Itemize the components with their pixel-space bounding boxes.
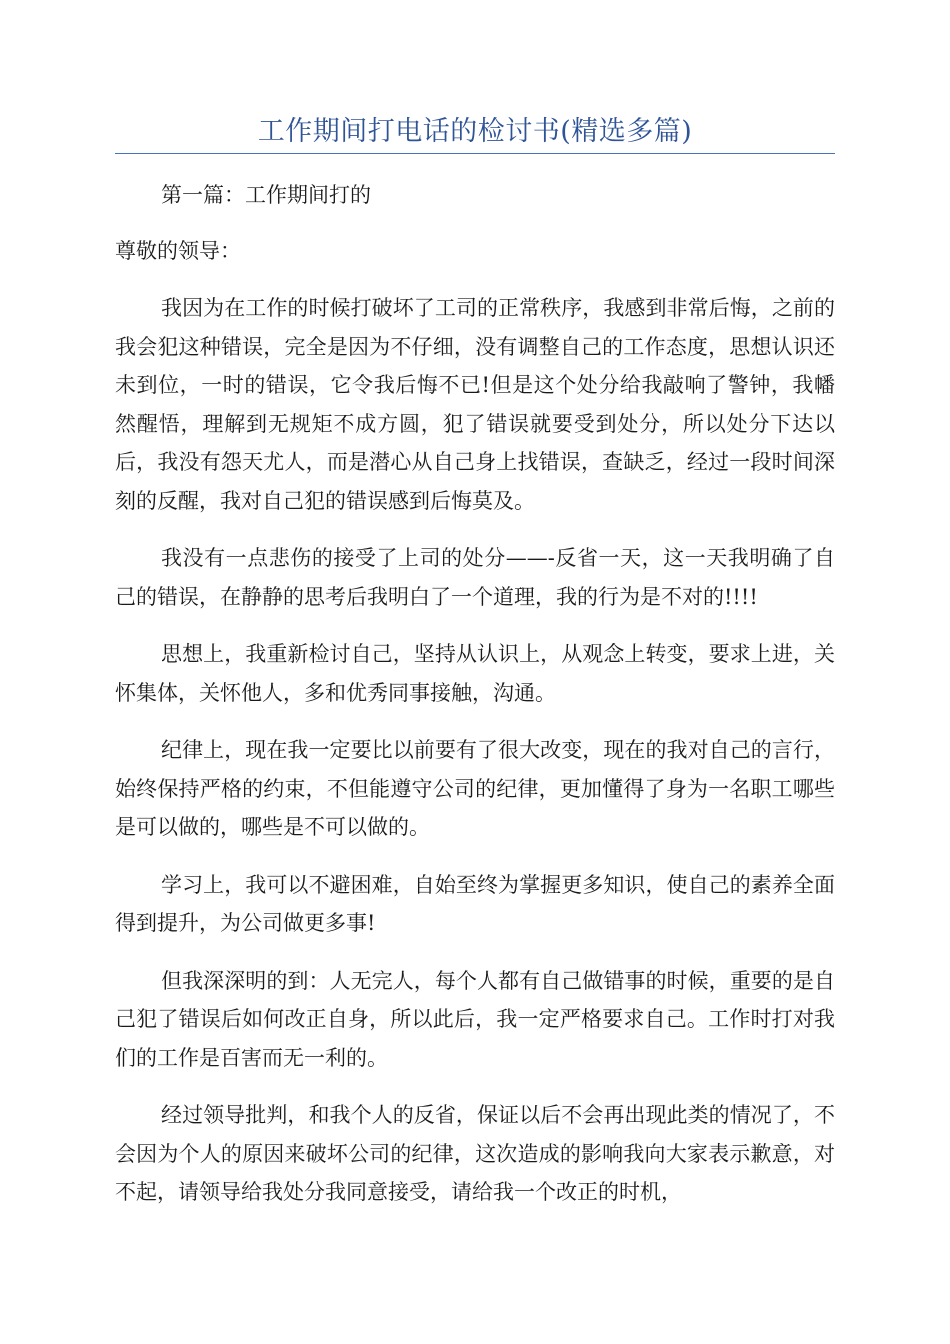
paragraph: 但我深深明的到：人无完人，每个人都有自己做错事的时候，重要的是自己犯了错误后如何改正自身，所以此后，我一定严格要求自己。工作时打对我们的工作是百害而无一利的。 <box>115 968 835 1070</box>
document-title: 工作期间打电话的检讨书(精选多篇) <box>257 116 693 147</box>
document-body <box>115 176 835 1231</box>
salutation: 尊敬的领导： <box>115 239 241 263</box>
title-underline <box>115 153 835 154</box>
paragraph: 经过领导批判，和我个人的反省，保证以后不会再出现此类的情况了，不会因为个人的原因来破坏公司的纪律，这次造成的影响我向大家表示歉意，对不起，请领导给我处分我同意接受，请给我一个改正的时机， <box>115 1103 835 1204</box>
paragraph: 思想上，我重新检讨自己，坚持从认识上，从观念上转变，要求上进，关怀集体，关怀他人，多和优秀同事接触，沟通。 <box>115 642 835 705</box>
section-heading: 第一篇：工作期间打的 <box>161 183 371 207</box>
paragraph: 纪律上，现在我一定要比以前要有了很大改变，现在的我对自己的言行，始终保持严格的约束，不但能遵守公司的纪律，更加懂得了身为一名职工哪些是可以做的，哪些是不可以做的。 <box>115 738 835 839</box>
paragraph: 学习上，我可以不避困难，自始至终为掌握更多知识，使自己的素养全面得到提升，为公司做更多事! <box>115 872 835 935</box>
paragraph: 我没有一点悲伤的接受了上司的处分——-反省一天，这一天我明确了自己的错误，在静静的思考后我明白了一个道理，我的行为是不对的!!!! <box>115 546 835 609</box>
paragraph: 我因为在工作的时候打破坏了工司的正常秩序，我感到非常后悔，之前的我会犯这种错误，完全是因为不仔细，没有调整自己的工作态度，思想认识还未到位，一时的错误，它令我后悔不已!但是这个处分给我敲响了警钟，我幡然醒悟，理解到无规矩不成方圆，犯了错误就要受到处分，所以处分下达以后，我没有怨天尤人，而是潜心从自己身上找错误，查缺乏，经过一段时间深刻的反醒，我对自己犯的错误感到后悔莫及。 <box>115 296 835 513</box>
